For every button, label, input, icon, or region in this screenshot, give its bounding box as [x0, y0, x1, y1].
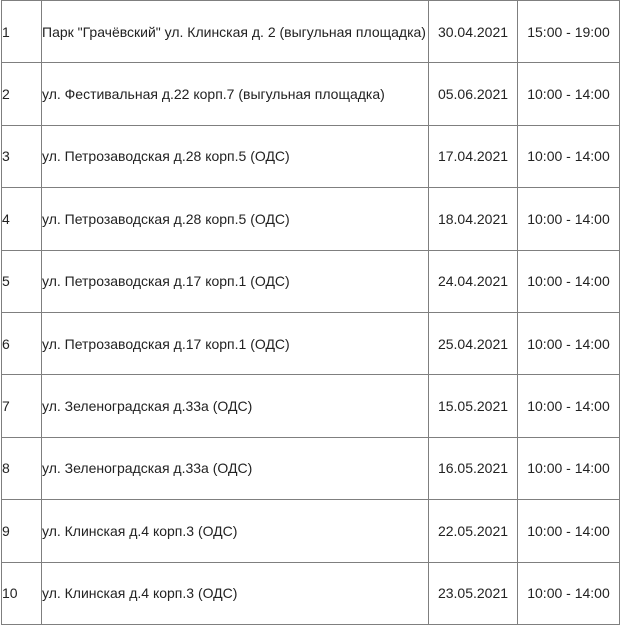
date-cell: 23.05.2021 — [429, 562, 518, 624]
address-cell: ул. Петрозаводская д.28 корп.5 (ОДС) — [42, 188, 429, 250]
time-cell: 10:00 - 14:00 — [518, 188, 620, 250]
row-number-cell: 4 — [2, 188, 42, 250]
table-row — [2, 375, 620, 437]
row-number-cell: 1 — [2, 1, 42, 63]
date-cell: 25.04.2021 — [429, 312, 518, 374]
address-cell: ул. Фестивальная д.22 корп.7 (выгульная площадка) — [42, 63, 429, 125]
address-cell: ул. Зеленоградская д.33а (ОДС) — [42, 437, 429, 499]
date-cell: 17.04.2021 — [429, 125, 518, 187]
date-cell: 16.05.2021 — [429, 437, 518, 499]
table-row — [2, 188, 620, 250]
row-number-cell: 7 — [2, 375, 42, 437]
row-number-cell: 5 — [2, 250, 42, 312]
table-row — [2, 125, 620, 187]
time-cell: 10:00 - 14:00 — [518, 312, 620, 374]
table-row — [2, 1, 620, 63]
row-number-cell: 2 — [2, 63, 42, 125]
time-cell: 10:00 - 14:00 — [518, 250, 620, 312]
time-cell: 10:00 - 14:00 — [518, 375, 620, 437]
address-cell: ул. Клинская д.4 корп.3 (ОДС) — [42, 500, 429, 562]
table-row — [2, 312, 620, 374]
table-row — [2, 500, 620, 562]
date-cell: 30.04.2021 — [429, 1, 518, 63]
time-cell: 10:00 - 14:00 — [518, 500, 620, 562]
table-row — [2, 63, 620, 125]
date-cell: 15.05.2021 — [429, 375, 518, 437]
address-cell: ул. Петрозаводская д.17 корп.1 (ОДС) — [42, 312, 429, 374]
table-row — [2, 562, 620, 624]
date-cell: 22.05.2021 — [429, 500, 518, 562]
row-number-cell: 9 — [2, 500, 42, 562]
time-cell: 10:00 - 14:00 — [518, 125, 620, 187]
table-row — [2, 250, 620, 312]
time-cell: 10:00 - 14:00 — [518, 562, 620, 624]
address-cell: ул. Клинская д.4 корп.3 (ОДС) — [42, 562, 429, 624]
date-cell: 24.04.2021 — [429, 250, 518, 312]
address-cell: ул. Петрозаводская д.17 корп.1 (ОДС) — [42, 250, 429, 312]
time-cell: 10:00 - 14:00 — [518, 63, 620, 125]
row-number-cell: 3 — [2, 125, 42, 187]
address-cell: Парк "Грачёвский" ул. Клинская д. 2 (выгульная площадка) — [42, 1, 429, 63]
date-cell: 18.04.2021 — [429, 188, 518, 250]
address-cell: ул. Петрозаводская д.28 корп.5 (ОДС) — [42, 125, 429, 187]
time-cell: 10:00 - 14:00 — [518, 437, 620, 499]
schedule-table — [1, 0, 620, 625]
address-cell: ул. Зеленоградская д.33а (ОДС) — [42, 375, 429, 437]
row-number-cell: 10 — [2, 562, 42, 624]
time-cell: 15:00 - 19:00 — [518, 1, 620, 63]
table-row — [2, 437, 620, 499]
date-cell: 05.06.2021 — [429, 63, 518, 125]
row-number-cell: 8 — [2, 437, 42, 499]
row-number-cell: 6 — [2, 312, 42, 374]
